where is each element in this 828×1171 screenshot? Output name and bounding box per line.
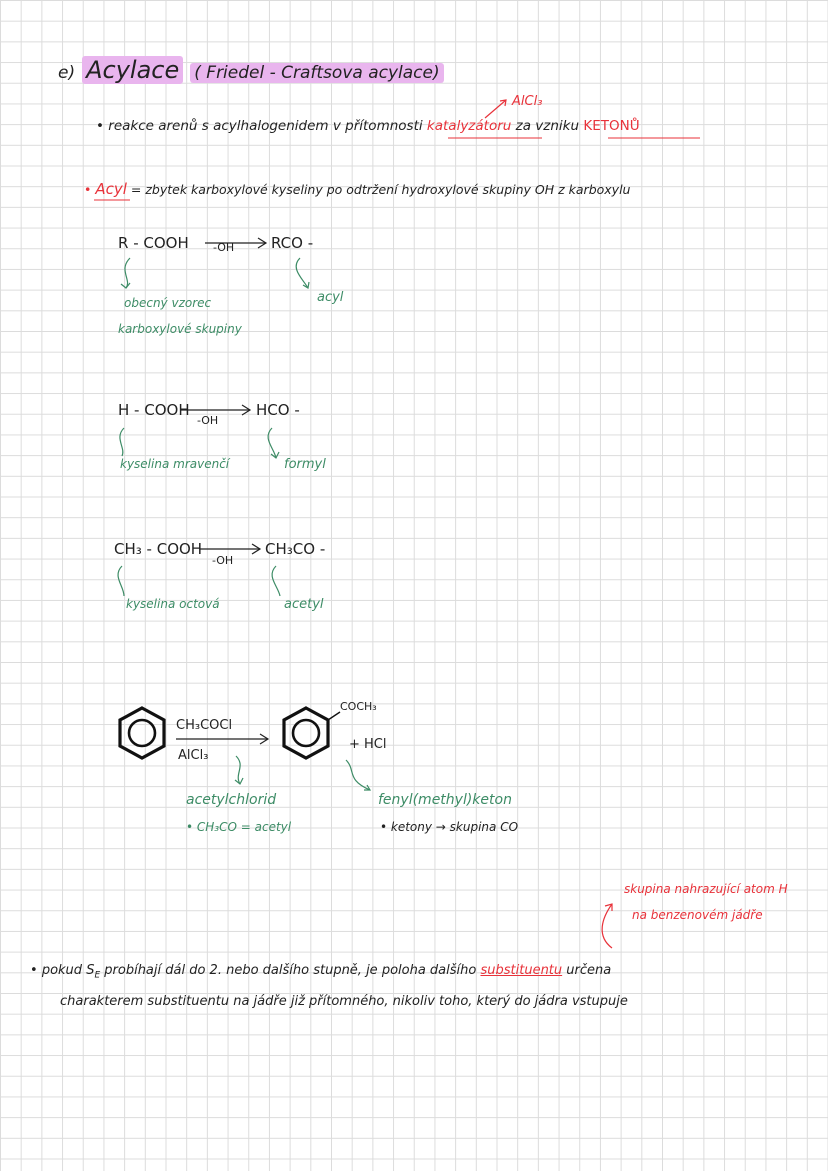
- reaction1-left: R - COOH: [118, 234, 189, 252]
- final-line1: [30, 958, 628, 989]
- intro-line: [96, 118, 640, 134]
- benzene-catalyst: AlCl₃: [178, 748, 209, 763]
- final-line1-mid: probíhají dál do 2. nebo dalšího stupně, je poloha dalšího: [104, 963, 477, 978]
- reaction3-left-note: kyselina octová: [126, 597, 220, 611]
- product-substituent: COCH₃: [340, 700, 377, 713]
- heading-title: Acylace: [82, 56, 183, 84]
- acyl-bullet: •: [84, 182, 92, 197]
- reaction3-condition: -OH: [212, 554, 234, 567]
- final-se: [86, 963, 101, 981]
- reaction3-left: CH₃ - COOH: [114, 540, 203, 558]
- final-line1-word: substituentu: [480, 963, 563, 978]
- final-paragraph: [30, 958, 628, 1015]
- side-note-line2: na benzenovém jádře: [632, 908, 763, 922]
- benzene-ring-reactant: [120, 708, 164, 758]
- side-note: [624, 876, 788, 928]
- final-se-letter: S: [86, 963, 95, 978]
- benzene-ring-product: [284, 708, 340, 758]
- reaction3-right-curve: [272, 566, 280, 596]
- byproduct: + HCl: [349, 737, 387, 752]
- side-note-line1: skupina nahrazující atom H: [624, 882, 788, 896]
- benzene-reagent: CH₃COCl: [176, 718, 233, 733]
- intro-catalyst-word: katalyzátoru: [426, 118, 512, 134]
- reagent-curve: [236, 756, 240, 784]
- reaction2-left-curve: [120, 428, 124, 456]
- acyl-term: Acyl: [95, 180, 127, 198]
- intro-product: KETONŮ: [583, 118, 640, 134]
- heading-subtitle: ( Friedel - Craftsova acylace): [190, 63, 443, 83]
- reaction1-left-note: [118, 290, 242, 342]
- reaction2-right: HCO -: [256, 401, 300, 419]
- intro-text-before: reakce arenů s acylhalogenidem v přítomnosti: [108, 118, 423, 134]
- final-line2: charakterem substituentu na jádře již přítomného, nikoliv toho, který do jádra vstupuje: [60, 993, 628, 1009]
- reaction2-left-note: kyselina mravenčí: [120, 457, 230, 471]
- reaction1-right-curve: [296, 258, 308, 288]
- reaction2-condition: -OH: [197, 414, 219, 427]
- catalyst-arrow: [485, 100, 506, 118]
- reaction1-condition: -OH: [213, 241, 235, 254]
- intro-bullet: •: [96, 118, 104, 134]
- final-line1-start: pokud: [41, 963, 83, 978]
- reaction1-right-note: acyl: [317, 290, 344, 305]
- acyl-definition: [84, 180, 630, 198]
- reaction2-right-note: formyl: [284, 457, 326, 472]
- reaction3-arrow: [200, 544, 260, 554]
- reaction1-right: RCO -: [271, 234, 314, 252]
- reagent-note: acetylchlorid: [186, 792, 277, 808]
- heading-prefix: e): [58, 63, 76, 83]
- final-se-sub: E: [94, 970, 101, 981]
- product-curve: [346, 760, 370, 790]
- reaction1-left-note-line2: karboxylové skupiny: [118, 322, 242, 336]
- reaction3-right-note: acetyl: [284, 597, 324, 612]
- side-note-curve: [602, 904, 612, 948]
- final-bullet: •: [30, 963, 38, 978]
- reaction1-left-curve: [125, 258, 130, 288]
- reaction2-left: H - COOH: [118, 401, 190, 419]
- acyl-definition-text: = zbytek karboxylové kyseliny po odtržení hydroxylové skupiny OH z karboxylu: [130, 182, 631, 197]
- benzene-reaction-arrow: [176, 734, 268, 744]
- reaction1-left-note-line1: obecný vzorec: [124, 296, 212, 310]
- reagent-subnote: • CH₃CO = acetyl: [186, 820, 292, 834]
- reaction3-right: CH₃CO -: [265, 540, 326, 558]
- intro-text-after: za vzniku: [515, 118, 580, 134]
- heading: [58, 56, 444, 84]
- reaction3-left-curve: [118, 566, 124, 596]
- product-note: fenyl(methyl)keton: [378, 792, 512, 808]
- product-subnote: • ketony → skupina CO: [380, 820, 519, 834]
- reaction2-right-curve: [268, 428, 276, 458]
- final-line1-end: určena: [566, 963, 612, 978]
- catalyst-note: AlCl₃: [512, 94, 543, 109]
